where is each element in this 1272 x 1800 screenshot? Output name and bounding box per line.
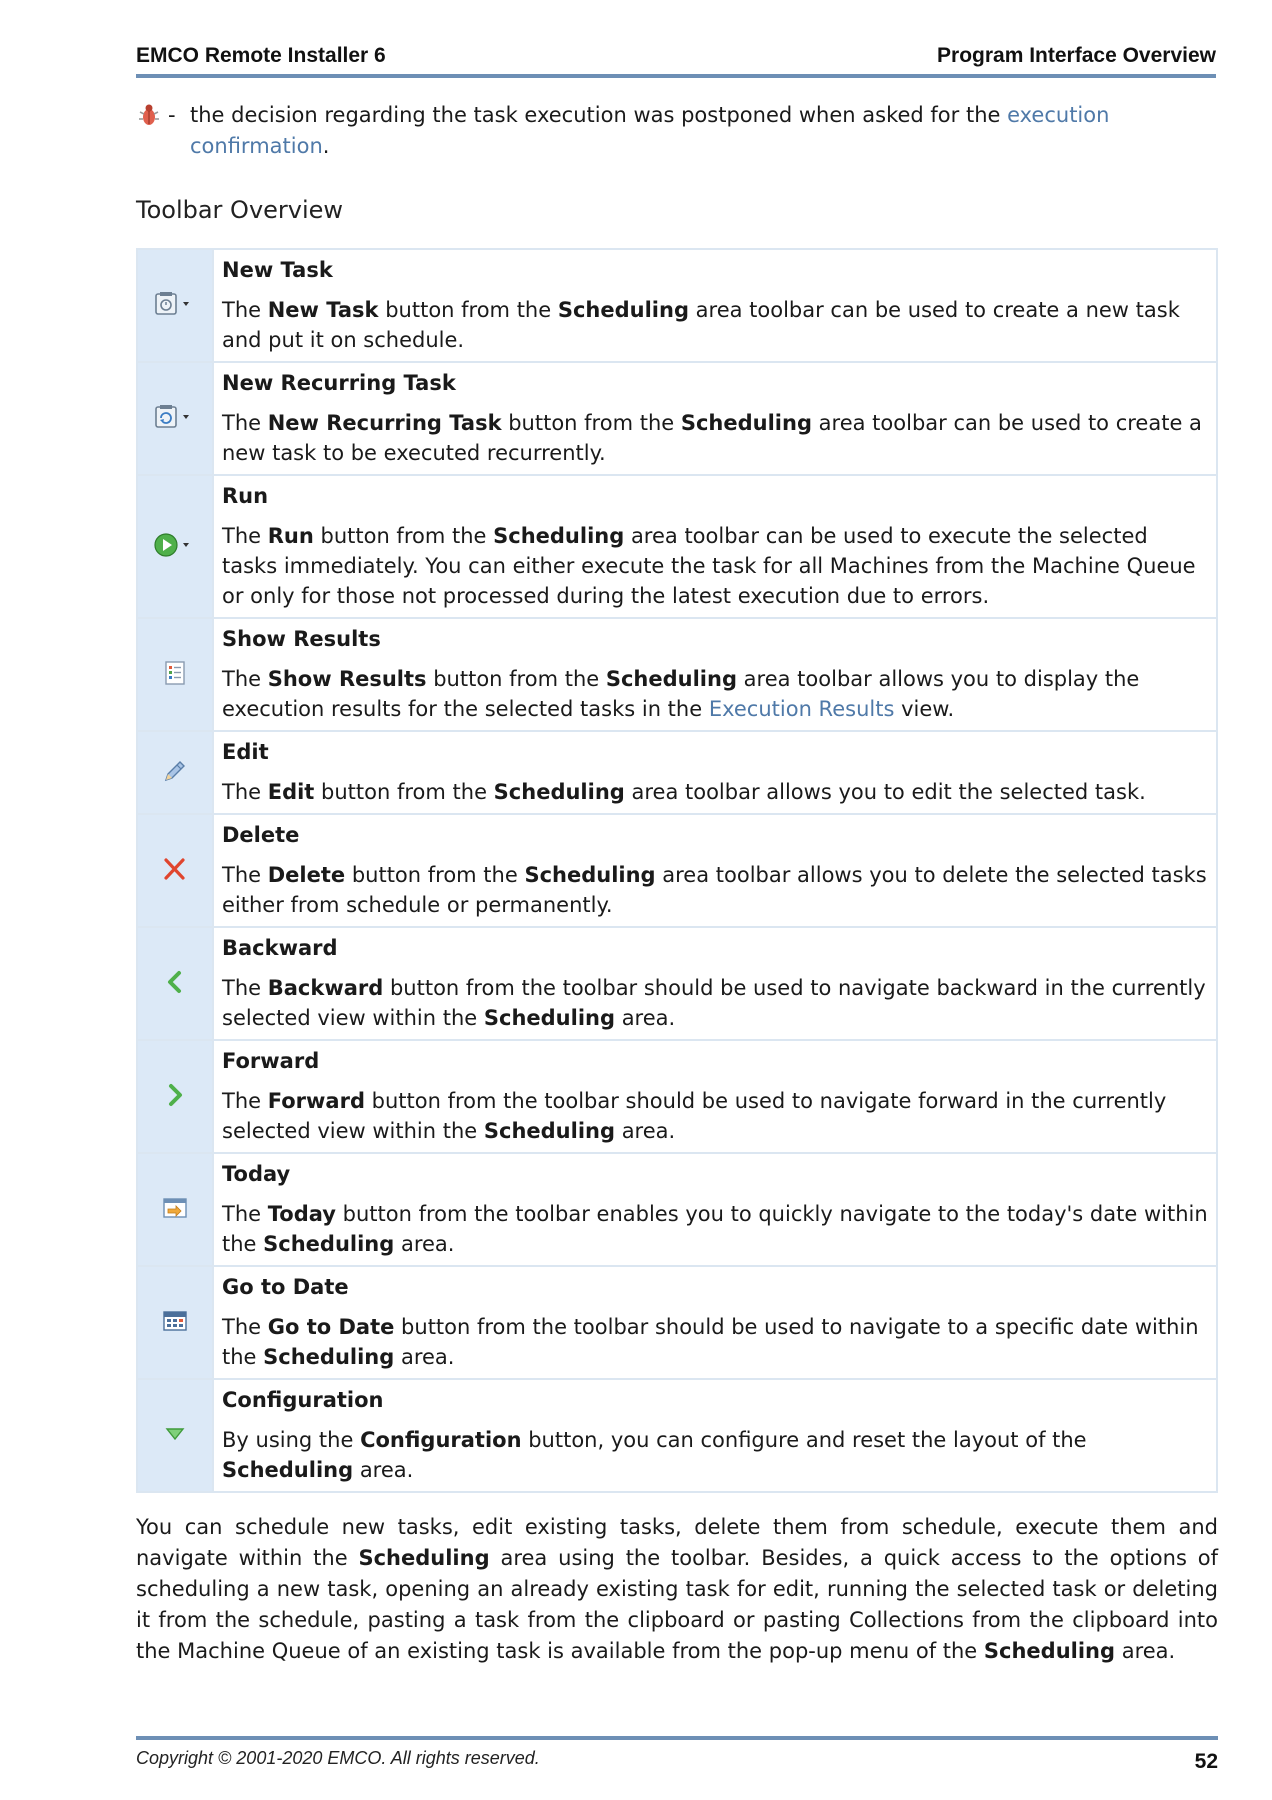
table-row [137,927,1217,1040]
new-task-icon [145,289,205,319]
new-recurring-task-icon [145,402,205,432]
tool-title: Configuration [222,1388,384,1412]
table-row [137,475,1217,618]
forward-icon [145,1080,205,1110]
summary-paragraph: You can schedule new tasks, edit existing tasks, delete them from schedule, execute them and navigate within the Scheduling area using the toolbar. Besides, a quick access to the options of scheduling a new task, opening an already existing task for edit, running the selected task or deleting it from the schedule, pasting a task from the clipboard or pasting Collections from the clipboard into the Machine Queue of an existing task is available from the pop-up menu of the Scheduling area. [136,1515,1218,1663]
bullet-text: the decision regarding the task execution was postponed when asked for the execution confirmation. [190,103,1110,158]
tool-description: The Forward button from the toolbar should be used to navigate forward in the currently selected view within the Scheduling area. [222,1089,1167,1143]
table-row [137,249,1217,362]
section-title: Toolbar Overview [136,196,344,224]
table-row [137,362,1217,475]
delete-icon [145,854,205,884]
tool-description: The Run button from the Scheduling area toolbar can be used to execute the selected tasks immediately. You can either execute the task for all Machines from the Machine Queue or only for those not processed during the latest execution due to errors. [222,524,1196,608]
postponed-bug-icon [136,102,162,128]
table-row [137,731,1217,814]
tool-description: The Go to Date button from the toolbar should be used to navigate to a specific date within the Scheduling area. [222,1315,1199,1369]
table-row [137,814,1217,927]
backward-icon [145,967,205,997]
today-icon [145,1193,205,1223]
tool-description: The Show Results button from the Scheduling area toolbar allows you to display the execution results for the selected tasks in the Execution Results view. [222,667,1140,721]
page-header [136,44,1216,78]
tool-title: New Recurring Task [222,371,456,395]
header-product: EMCO Remote Installer 6 [136,44,386,67]
tool-description: The Backward button from the toolbar should be used to navigate backward in the currently selected view within the Scheduling area. [222,976,1206,1030]
table-row [137,1153,1217,1266]
header-section: Program Interface Overview [937,44,1216,67]
tool-title: Backward [222,936,338,960]
tool-description: The Edit button from the Scheduling area toolbar allows you to edit the selected task. [222,780,1146,804]
table-row [137,1040,1217,1153]
execution-results-link[interactable]: Execution Results [708,697,895,721]
tool-description: The Today button from the toolbar enables you to quickly navigate to the today's date within the Scheduling area. [222,1202,1208,1256]
toolbar-table [136,248,1218,1493]
show-results-icon [145,658,205,688]
go-to-date-icon [145,1306,205,1336]
tool-description: The New Recurring Task button from the Scheduling area toolbar can be used to create a new task to be executed recurrently. [222,411,1202,465]
footer-divider [136,1736,1218,1740]
table-row [137,618,1217,731]
configuration-icon [145,1419,205,1449]
tool-title: Show Results [222,627,381,651]
tool-title: Delete [222,823,300,847]
edit-icon [145,756,205,786]
run-icon [145,530,205,560]
tool-title: Forward [222,1049,320,1073]
execution-confirmation-link[interactable]: execution confirmation [190,103,1110,158]
tool-description: By using the Configuration button, you can configure and reset the layout of the Scheduling area. [222,1428,1087,1482]
tool-title: Go to Date [222,1275,349,1299]
tool-title: Run [222,484,269,508]
copyright: Copyright © 2001-2020 EMCO. All rights reserved. [136,1748,540,1768]
tool-description: The New Task button from the Scheduling area toolbar can be used to create a new task and put it on schedule. [222,298,1180,352]
table-row [137,1266,1217,1379]
tool-title: New Task [222,258,333,282]
bullet-dash: - [168,103,176,127]
table-row [137,1379,1217,1492]
tool-description: The Delete button from the Scheduling area toolbar allows you to delete the selected tasks either from schedule or permanently. [222,863,1207,917]
page-number: 52 [1194,1750,1218,1773]
tool-title: Edit [222,740,269,764]
tool-title: Today [222,1162,291,1186]
